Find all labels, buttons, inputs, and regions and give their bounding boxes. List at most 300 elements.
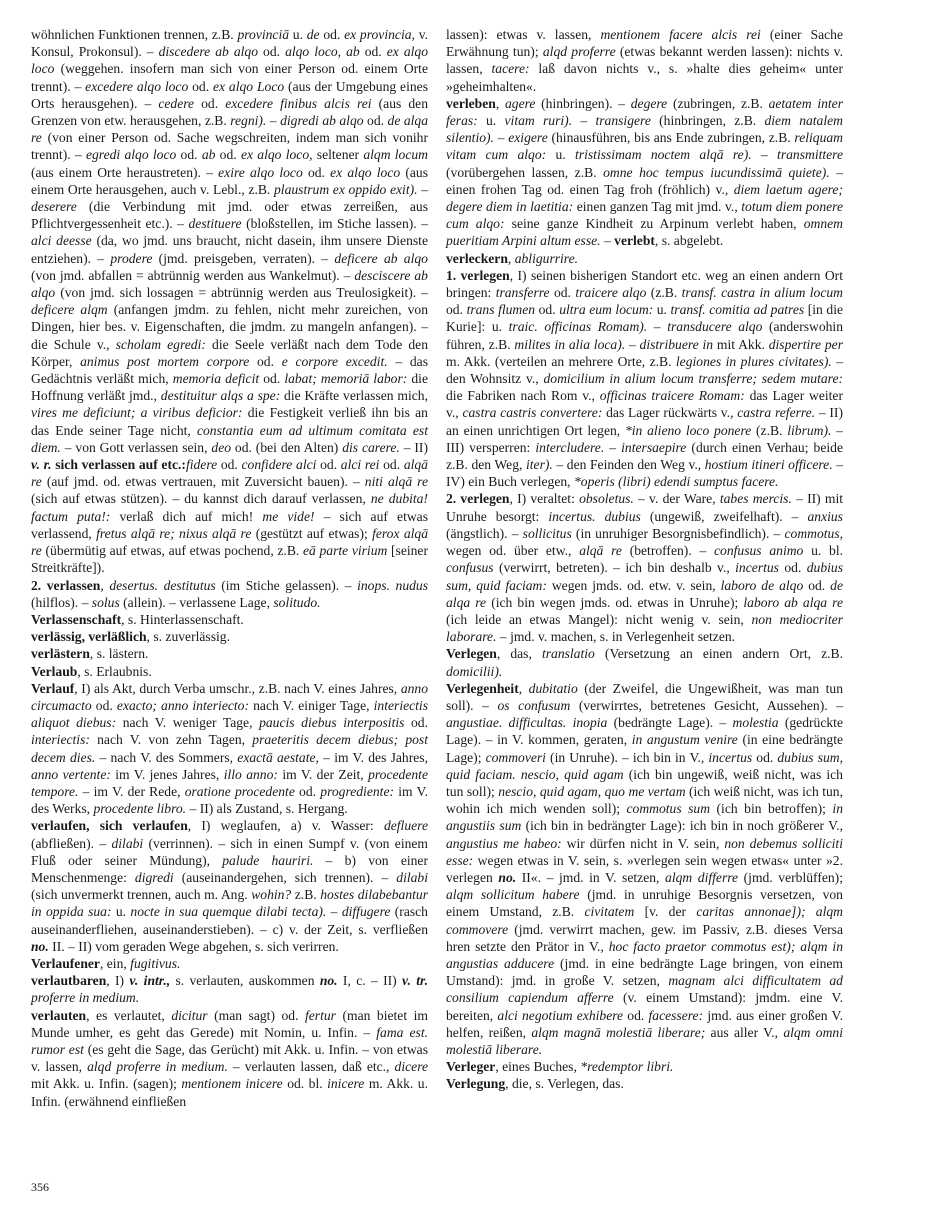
entry-text: (verwirrtes, betretenes Gesicht, Aussehen). – (570, 697, 843, 713)
headword: verlautbaren (31, 973, 107, 989)
latin-term: ne dubita! factum puta!: (31, 491, 428, 524)
entry-text: (in Unruhe). – ich bin in V., (545, 749, 709, 765)
entry-text: (gedrückte Lage). – in V. kommen, geraten, (446, 715, 843, 748)
entry-text: od. (302, 164, 331, 180)
latin-term: domicilium in alium locum transferre; sedem mutare: (543, 371, 844, 387)
latin-term: prodere (110, 250, 153, 266)
latin-term: exacto; anno interiecto: (116, 697, 249, 713)
entry-text: u. (653, 302, 671, 318)
entry-text: laß davon nichts v., s. »halte dies geheim« unter »geheimhalten«. (446, 61, 843, 94)
latin-term: domicilii). (446, 663, 503, 679)
entry-text: od. (549, 285, 576, 301)
entry-text: u. (477, 113, 505, 129)
latin-term: mentionem inicere (181, 1076, 283, 1092)
latin-term: degere (630, 95, 668, 111)
dictionary-entry (31, 628, 428, 645)
latin-term: *redemptor libri. (580, 1059, 674, 1075)
latin-term: aetatem inter feras: (446, 95, 844, 129)
entry-text: (die Verbindung mit jmd. oder etwas zerreißen, aus Pflichtvergessenheit etc.). – (31, 199, 428, 232)
entry-text: od. (294, 783, 321, 799)
entry-text: od. (379, 457, 404, 473)
entry-text: (anderswohin führen, z.B. (446, 319, 843, 352)
latin-term: os confusum (497, 697, 571, 713)
latin-term: vitam ruri). – transigere (504, 113, 651, 129)
latin-term: anno circumacto (31, 680, 428, 713)
entry-text: wegen etwas in V. sein, s. »verlegen sein wegen etwas« unter »2. verlegen (446, 852, 843, 885)
entry-text: (jmd. in eine bedrängte Lage bringen, von einem Umstand): jmd. in große V. setzen, (446, 955, 843, 989)
entry-text: die Hoffnung verläßt jmd., (31, 371, 428, 404)
entry-text: (ich leide an etwas Mangel): nicht wenig v. sein, (446, 611, 752, 627)
latin-term: obsoletus. (579, 491, 634, 507)
latin-term: destituere (188, 216, 242, 232)
entry-text: (auf jmd. od. etwas vertrauen, mit Zuversicht bauen). – (41, 474, 365, 490)
latin-term: ferox alqā re (31, 525, 428, 559)
latin-term: v. r. (31, 457, 52, 473)
entry-text: im V. der Zeit, (277, 766, 369, 782)
entry-text: u. (546, 147, 576, 163)
latin-term: fertur (305, 1007, 336, 1023)
entry-text: (verwirrt, betreten). – ich bin deshalb v., (493, 560, 736, 576)
entry-text: – II) an einen unrichtigen Ort legen, (446, 405, 843, 438)
entry-text: od. (752, 749, 778, 765)
latin-term: niti alqā re (364, 474, 428, 490)
entry-text: od. (215, 147, 241, 163)
entry-text: das Lager rückwärts v., (602, 405, 738, 421)
latin-term: traicere alqo (575, 285, 647, 301)
latin-term: inicere (327, 1076, 365, 1092)
entry-text: [in die Kurie]: u. (446, 302, 844, 335)
entry-text: mit Akk. u. Infin. (sagen); (31, 1076, 182, 1092)
entry-text: – im V. der Rede, (78, 783, 185, 799)
entry-text: – (600, 233, 615, 249)
latin-term: commotus sum (626, 801, 711, 817)
left-column (31, 26, 428, 1110)
latin-term: ultra eum locum: (559, 302, 654, 318)
latin-term: scholam egredi: (115, 336, 206, 352)
dictionary-entry (446, 645, 843, 679)
latin-term: constantia eum ad ultimum comitata est diem. (31, 422, 428, 455)
latin-term: no. (498, 869, 517, 885)
latin-term: omne hoc tempus iucundissimā quiete). (603, 164, 830, 180)
entry-text: – IV) ein Buch verlegen, (446, 457, 843, 490)
latin-term: officinas traicere Romam: (599, 388, 745, 404)
latin-term: angustius me habeo: (446, 835, 562, 851)
latin-term: dubitatio (528, 680, 578, 696)
entry-text: od. (194, 95, 226, 111)
latin-term: de (306, 27, 320, 42)
latin-term: anxius (807, 508, 843, 524)
headword: Verlaufener (31, 955, 100, 971)
latin-term: deficere alqm (31, 302, 108, 318)
entry-text: (jmd. preisgeben, verraten). – (152, 250, 335, 266)
entry-text: (betroffen). – (621, 543, 715, 559)
entry-text: (abfließen). – (31, 835, 112, 851)
entry-text: (v. einem Umstand): jmdm. eine V. bereiten, (446, 990, 843, 1023)
latin-term: caritas annonae]); alqm commovere (446, 904, 843, 937)
entry-text: (vorübergehen lassen, z.B. (446, 164, 604, 180)
latin-term: in angustiis sum (446, 801, 843, 834)
headword: 1. verlegen (446, 267, 510, 283)
latin-term: *in alieno loco ponere (624, 422, 752, 438)
latin-term: discedere ab alqo (158, 44, 259, 60)
entry-text: (einer Sache Erwähnung tun); (446, 27, 843, 60)
entry-text: od. (359, 44, 387, 60)
latin-term: oratione procedente (184, 783, 295, 799)
dictionary-entry (31, 680, 428, 818)
latin-term: *operis (libri) edendi sumptus facere. (573, 474, 779, 490)
latin-term: ex provincia, (344, 27, 415, 42)
latin-term: milites in alia loca). – distribuere in (514, 336, 714, 352)
entry-text: – das Gedächtnis verläßt mich, (31, 353, 428, 387)
latin-term: alqm omni molestiā liberare. (446, 1024, 843, 1057)
latin-term: excedere finibus alcis rei (225, 95, 372, 111)
entry-text: – II) mit Unruhe besorgt: (446, 491, 843, 524)
entry-text: jmd. aus einer großen V. helfen, reißen, (446, 1007, 843, 1040)
dictionary-entry (446, 95, 843, 250)
latin-term: nescio, quid agam, quo me vertam (498, 783, 686, 799)
entry-text: (gestützt auf etwas); (251, 525, 373, 541)
entry-text: (allein). – verlassene Lage, (119, 594, 274, 610)
headword: verlauten (31, 1007, 87, 1023)
latin-term: interiectis: (31, 732, 90, 748)
latin-term: dubius sum, quid faciam: (446, 560, 843, 593)
latin-term: tacere: (491, 61, 530, 77)
headword: verleben (446, 95, 496, 111)
entry-text: v. Konsul, Prokonsul). – (31, 27, 429, 60)
entry-text: aus aller V., (705, 1024, 784, 1040)
latin-term: v. tr. (402, 973, 428, 989)
latin-term: incertus (708, 749, 753, 765)
dictionary-entry (446, 267, 843, 491)
entry-text: , (495, 95, 505, 111)
entry-text: od. (176, 147, 202, 163)
headword: verlästern (31, 646, 90, 662)
entry-text: (ich bin wegen jmds. od. etwas in Unruhe); (486, 594, 744, 610)
headword: Verleger (446, 1059, 496, 1075)
entry-text: (ungewiß, zweifelhaft). – (640, 508, 808, 524)
entry-text: , I) weglaufen, a) v. Wasser: (187, 818, 384, 834)
latin-term: cedere (158, 95, 195, 111)
entry-text: (ängstlich). – (446, 525, 523, 541)
latin-term: sollicitus (522, 525, 572, 541)
latin-term: librum). (787, 422, 832, 438)
latin-term: animus post mortem corpore (80, 353, 250, 369)
latin-term: commoveri (485, 749, 546, 765)
entry-text: (übermütig auf etwas, auf etwas pochend, z.B. (41, 543, 303, 559)
latin-term: castra referre. (737, 405, 816, 421)
entry-text: seltener (312, 147, 364, 163)
latin-term: diem laetum agere; degere diem in laetitia: (446, 181, 843, 215)
entry-text: , I) (106, 973, 130, 989)
entry-text: (aus den Grenzen von etw. herausgehen, z.B. (31, 95, 428, 129)
latin-term: alqm sollicitum habere (446, 887, 580, 903)
entry-text: (aus der Umgebung eines Orts herausgehen). – (31, 78, 428, 111)
entry-text: – III) versperren: (446, 422, 843, 455)
latin-term: desciscere ab alqo (31, 267, 428, 301)
dictionary-entry (31, 645, 428, 662)
latin-term: alqā re (31, 457, 428, 490)
dictionary-entry (31, 1007, 428, 1110)
latin-term: dispertire per (768, 336, 844, 352)
latin-term: facessere: (648, 1007, 704, 1023)
latin-term: interiectis aliquot diebus: (31, 697, 429, 731)
entry-text: od. bl. (282, 1076, 328, 1092)
entry-text: , (507, 250, 515, 266)
entry-text: nach V. einiger Tage, (249, 697, 374, 713)
latin-term: diem natalem silentio). – exigere (446, 113, 843, 146)
entry-text: – II) (399, 439, 428, 455)
entry-text: (z.B. (646, 285, 682, 301)
latin-term: ex alqo loco (31, 44, 428, 77)
entry-text: s. verlauten, auskommen (170, 973, 320, 989)
entry-text: , s. zuverlässig. (146, 629, 230, 645)
entry-text: (in unruhiger Besorgnisbefindlich). – (571, 525, 785, 541)
entry-text: (auseinandergehen, sich trennen). – (173, 869, 397, 885)
latin-term: transferre (495, 285, 550, 301)
latin-term: solus (91, 594, 120, 610)
latin-term: dubius sum, quid faciam. nescio, quid agam (446, 749, 843, 782)
latin-term: memoria deficit (172, 371, 260, 387)
latin-term: alqm magnā molestiā liberare; (531, 1024, 706, 1040)
latin-term: fretus alqā re; nixus alqā re (96, 525, 252, 541)
latin-term: in angustum venire (631, 732, 738, 748)
entry-text: mit Akk. (713, 336, 769, 352)
entry-text: (bedrängte Lage). – (607, 715, 733, 731)
latin-term: alqā re (579, 543, 622, 559)
dictionary-entry (446, 680, 843, 1058)
latin-term: defluere (383, 818, 428, 834)
headword: 2. verlegen (446, 491, 510, 507)
latin-term: ex alqo Loco (213, 78, 285, 94)
dictionary-entry (31, 26, 428, 577)
entry-text: lassen): etwas v. lassen, (446, 27, 601, 42)
latin-term: dilabi (111, 835, 144, 851)
entry-text: (in eine bedrängte Lage); (446, 732, 844, 765)
entry-text: die Festigkeit verließ ihn bis an das Ende seiner Tage nicht, (31, 405, 428, 438)
latin-term: ex alqo loco, (240, 147, 313, 163)
entry-text: , I) seinen bisherigen Standort etc. weg an einen andern Ort bringen: (446, 267, 843, 301)
latin-term: agere (504, 95, 536, 111)
entry-text: , I) als Akt, durch Verba umschr., z.B. nach V. eines Jahres, (74, 680, 401, 696)
latin-term: ex alqo loco (330, 164, 401, 180)
entry-text: od. (404, 715, 428, 731)
entry-text: – einen frohen Tag od. einen Tag froh (fröhlich) v., (446, 164, 843, 197)
entry-text: od. (623, 1007, 649, 1023)
latin-term: fama est. rumor est (31, 1024, 428, 1057)
entry-text: (Versetzung an einen andern Ort, z.B. (594, 646, 843, 662)
headword: sich verlassen auf etc.: (51, 457, 186, 473)
entry-text: od. (249, 353, 282, 369)
latin-term: angustiae. difficultas. inopia (446, 715, 608, 731)
entry-text: einen ganzen Tag mit jmd. v., (573, 199, 742, 215)
entry-text: – jmd. v. machen, s. in Verlegenheit setzen. (496, 629, 736, 645)
entry-text: , (100, 577, 110, 593)
entry-text: – II) als Zustand, s. Hergang. (186, 801, 348, 817)
latin-term: magnam alci difficultatem ad consilium capiendum afferre (446, 973, 843, 1006)
entry-text: (hinbringen, z.B. (650, 113, 765, 129)
latin-term: no. (319, 973, 338, 989)
headword: Verlauf (31, 680, 75, 696)
latin-term: translatio (541, 646, 595, 662)
latin-term: alqd proferre (542, 44, 616, 60)
entry-text: die Seele verläßt nach dem Tode den Körper, (31, 336, 428, 369)
entry-text: (etwas bekannt werden lassen): nichts v. lassen, (446, 44, 843, 77)
latin-term: iter). (526, 457, 553, 473)
latin-term: dicitur (171, 1007, 208, 1023)
latin-term: eā parte virium (302, 543, 388, 559)
entry-text: wegen od. über etw., (446, 543, 580, 559)
latin-term: dilabi (396, 869, 428, 885)
latin-term: tristissimam noctem alqā re). – transmittere (575, 147, 844, 163)
latin-term: tabes mercis. (719, 491, 792, 507)
entry-text: od. (363, 113, 388, 129)
latin-term: e corpore excedit. (281, 353, 388, 369)
latin-term: v. intr., (129, 973, 171, 989)
latin-term: digredi (134, 869, 174, 885)
latin-term: regni). – digredi ab alqo (230, 113, 364, 129)
latin-term: procedente tempore. (31, 766, 428, 799)
latin-term: alci rei (340, 457, 380, 473)
entry-text: (rasch auseinanderfliehen, auseinanderstieben). – c) v. der Zeit, s. verfließen (31, 904, 428, 937)
latin-term: civitatem (584, 904, 635, 920)
dictionary-entry (31, 817, 428, 955)
entry-text: wir dürfen nicht in V. sein, (561, 835, 725, 851)
entry-text: , die, s. Verlegen, das. (505, 1076, 624, 1092)
entry-text: II. – II) vom geraden Wege abgehen, s. sich verirren. (48, 938, 339, 954)
entry-text: od. (803, 577, 831, 593)
headword: verlaufen, sich verlaufen (31, 818, 188, 834)
entry-text: (von einer Person od. Sache wegschreiten, indem man sich vonihr trennt). – (31, 130, 428, 163)
entry-text: od. (319, 27, 345, 42)
entry-text: verlaß dich auf mich! (110, 508, 263, 524)
latin-term: confusus (446, 560, 494, 576)
latin-term: hoc facto praetor commotus est); alqm in angustias adducere (446, 938, 843, 971)
entry-text: – nach V. des Sommers, (95, 749, 238, 765)
entry-text: nach V. weniger Tage, (116, 715, 260, 731)
entry-text: (man bietet im Munde umher, es geht das Gerede) mit Nomin, u. Infin. – (31, 1007, 428, 1040)
entry-text: u. bl. (803, 543, 844, 559)
entry-text: – b) von einer Menschenmenge: (31, 852, 428, 885)
entry-text: wöhnlichen Funktionen trennen, z.B. (31, 27, 238, 42)
entry-text: (hinbringen). – (535, 95, 631, 111)
latin-term: incertus. dubius (548, 508, 641, 524)
entry-text: die Kräfte verlassen mich, (280, 388, 428, 404)
entry-text: z.B. (291, 887, 321, 903)
entry-text: [v. der (634, 904, 697, 920)
latin-term: plaustrum ex oppido exit). – deserere (31, 181, 428, 215)
entry-text: I, c. – II) (337, 973, 403, 989)
latin-term: desertus. destitutus (109, 577, 216, 593)
latin-term: exactā aestate, (237, 749, 319, 765)
headword: Verlegung (446, 1076, 506, 1092)
latin-term: nocte in sua quemque dilabi tecta). – diffugere (130, 904, 391, 920)
entry-text: – verlauten lassen, daß etc., (227, 1059, 395, 1075)
latin-term: solitudo. (273, 594, 321, 610)
right-column (446, 26, 843, 1093)
entry-text: das Lager weiter v., (446, 388, 843, 421)
entry-text: od. (778, 560, 807, 576)
entry-text: u. (289, 27, 307, 42)
latin-term: alqo loco, ab (285, 44, 360, 60)
entry-text: – v. der Ware, (633, 491, 720, 507)
latin-term: transf. comitia ad patres (670, 302, 805, 318)
entry-text: od. (446, 302, 467, 318)
entry-text: II«. – jmd. in V. setzen, (516, 869, 666, 885)
entry-text: , das, (496, 646, 542, 662)
latin-term: hostium itineri officere. (704, 457, 833, 473)
entry-text: (zubringen, z.B. (667, 95, 769, 111)
latin-term: deo (211, 439, 232, 455)
entry-text: , s. Hinterlassenschaft. (121, 611, 244, 627)
latin-term: molestia (732, 715, 779, 731)
latin-term: non mediocriter laborare. (446, 611, 843, 645)
entry-text: m. Akk. (verteilen an mehrere Orte, z.B. (446, 353, 676, 369)
latin-term: totum diem ponere cum alqo: (446, 199, 843, 232)
entry-text: wegen jmds. od. etw. v. sein, (546, 577, 721, 593)
dictionary-entry (446, 1075, 843, 1092)
latin-term: alqm differre (665, 869, 739, 885)
entry-text: (sich auf etwas stützen). – du kannst dich darauf verlassen, (31, 491, 371, 507)
headword: verleckern (446, 250, 508, 266)
headword: Verlegen (446, 646, 497, 662)
entry-text: , eines Buches, (495, 1059, 581, 1075)
latin-term: excedere alqo loco (85, 78, 189, 94)
dictionary-entry (446, 1058, 843, 1075)
entry-text: [seiner Streitkräfte]). (31, 543, 428, 576)
entry-text: – den Wohnsitz v., (446, 353, 843, 387)
latin-term: alci deesse (31, 233, 92, 249)
entry-text: – (604, 439, 622, 455)
headword: verlässig, verläßlich (31, 629, 147, 645)
entry-text: im V. jenes Jahres, (110, 766, 224, 782)
entry-text: (man sagt) od. (207, 1007, 305, 1023)
latin-term: de alqa re (446, 577, 843, 610)
entry-text: – den Feinden den Weg v., (552, 457, 705, 473)
headword: Verlaub (31, 663, 78, 679)
dictionary-entry (446, 250, 843, 267)
entry-text: (jmd. verwirrt machen, gew. im Passiv, z.B. dieses Versa hren setzte den Prätor in V., (446, 921, 843, 954)
latin-term: anno vertente: (31, 766, 111, 782)
dictionary-entry (31, 955, 428, 972)
latin-term: trans flumen (466, 302, 536, 318)
latin-term: no. (31, 938, 49, 954)
entry-text: , ein, (99, 955, 131, 971)
entry-text: (von jmd. sich lossagen = abtrünnig werden aus Treulosigkeit). – (55, 285, 428, 301)
entry-text: od. (258, 44, 286, 60)
entry-text: od. (535, 302, 560, 318)
latin-term: praeteritis decem diebus; post decem dies. (31, 732, 428, 765)
latin-term: progrediente: (320, 783, 395, 799)
latin-term: dicere (394, 1059, 429, 1075)
page-number: 356 (31, 1180, 49, 1194)
latin-term: labat; memoriā labor: (284, 371, 408, 387)
latin-term: reliquam vitam cum alqo: (446, 130, 843, 163)
latin-term: hostes dilabebantur in oppida sua: (31, 887, 428, 920)
entry-text: (ich bin betroffen); (710, 801, 833, 817)
latin-term: transf. castra in alium locum (681, 285, 843, 301)
entry-text: (ich bin ungewiß, weiß nicht, was ich tun soll); (446, 766, 843, 799)
latin-term: exire alqo loco (218, 164, 303, 180)
dictionary-entry (31, 972, 428, 1006)
latin-term: fidere (185, 457, 218, 473)
entry-text: im V. des Werks, (31, 783, 428, 817)
headword: Verlegenheit (446, 680, 519, 696)
entry-text: (jmd. verblüffen); (738, 869, 843, 885)
entry-text: – von Gott verlassen sein, (60, 439, 212, 455)
entry-text: (der Zweifel, die Ungewißheit, was man tun soll). – (446, 680, 844, 713)
dictionary-entry (446, 26, 843, 95)
entry-text: (durch einen Verhau; beide z.B. den Weg, (446, 439, 843, 473)
